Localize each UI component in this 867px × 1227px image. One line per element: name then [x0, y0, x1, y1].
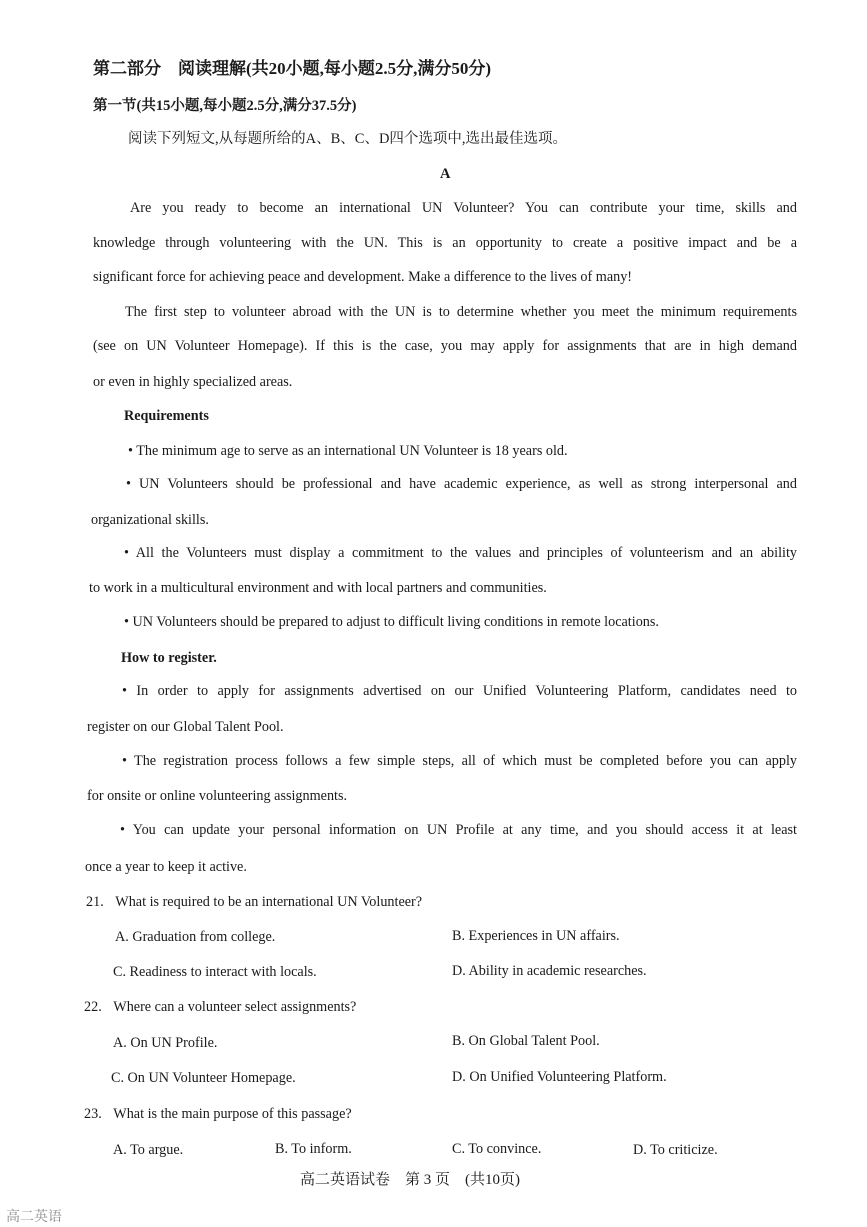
register-item-cont: once a year to keep it active. [85, 859, 247, 875]
page-footer: 高二英语试卷 第 3 页 (共10页) [300, 1172, 520, 1188]
intro-line-1: Are you ready to become an international UN Volunteer? You can contribute your time, skills and [130, 200, 797, 216]
requirements-title: Requirements [124, 408, 209, 424]
register-item: • The registration process follows a few simple steps, all of which must be completed before you can apply [122, 753, 797, 769]
option-a[interactable]: A. Graduation from college. [115, 929, 276, 945]
requirement-item: • The minimum age to serve as an international UN Volunteer is 18 years old. [128, 443, 568, 459]
question-number: 23. [84, 1106, 102, 1122]
register-item-cont: for onsite or online volunteering assignments. [87, 788, 348, 804]
question-text: Where can a volunteer select assignments? [113, 999, 357, 1015]
option-b[interactable]: B. Experiences in UN affairs. [452, 928, 620, 944]
intro-line-3: significant force for achieving peace and development. Make a difference to the lives of many! [93, 269, 633, 285]
option-a[interactable]: A. To argue. [113, 1142, 184, 1158]
option-d[interactable]: D. To criticize. [633, 1142, 718, 1158]
option-c[interactable]: C. To convince. [452, 1141, 542, 1157]
register-item: • You can update your personal information on UN Profile at any time, and you should access it at least [120, 822, 797, 838]
requirement-item: • UN Volunteers should be professional and have academic experience, as well as strong interpersonal and [126, 476, 797, 492]
option-b[interactable]: B. To inform. [275, 1141, 352, 1157]
watermark: 高二英语 [6, 1209, 62, 1225]
step-line-2: (see on UN Volunteer Homepage). If this is the case, you may apply for assignments that are in high demand [93, 338, 797, 354]
option-d[interactable]: D. Ability in academic researches. [452, 963, 647, 979]
step-line-3: or even in highly specialized areas. [93, 374, 293, 390]
question-text: What is required to be an international UN Volunteer? [115, 894, 423, 910]
question-text: What is the main purpose of this passage? [113, 1106, 352, 1122]
intro-line-2: knowledge through volunteering with the UN. This is an opportunity to create a positive impact and be a [93, 235, 797, 251]
requirement-item-cont: organizational skills. [91, 512, 209, 528]
part-heading: 第二部分 阅读理解(共20小题,每小题2.5分,满分50分) [93, 59, 492, 78]
question-23 [84, 1105, 352, 1123]
option-c[interactable]: C. Readiness to interact with locals. [113, 964, 317, 980]
section-heading: 第一节(共15小题,每小题2.5分,满分37.5分) [93, 98, 357, 114]
option-c[interactable]: C. On UN Volunteer Homepage. [111, 1070, 296, 1086]
requirement-item: • All the Volunteers must display a commitment to the values and principles of volunteerism and an ability [124, 545, 797, 561]
instruction-text: 阅读下列短文,从每题所给的A、B、C、D四个选项中,选出最佳选项。 [128, 131, 568, 147]
register-item: • In order to apply for assignments advertised on our Unified Volunteering Platform, candidates need to [122, 683, 797, 699]
question-number: 21. [86, 894, 104, 910]
option-b[interactable]: B. On Global Talent Pool. [452, 1033, 600, 1049]
register-item-cont: register on our Global Talent Pool. [87, 719, 284, 735]
requirement-item: • UN Volunteers should be prepared to adjust to difficult living conditions in remote locations. [124, 614, 659, 630]
register-title: How to register. [121, 650, 217, 666]
question-number: 22. [84, 999, 102, 1015]
passage-label: A [440, 166, 451, 182]
step-line-1: The first step to volunteer abroad with the UN is to determine whether you meet the minimum requirements [125, 304, 797, 320]
requirement-item-cont: to work in a multicultural environment and with local partners and communities. [89, 580, 547, 596]
question-22 [84, 998, 356, 1016]
option-a[interactable]: A. On UN Profile. [113, 1035, 218, 1051]
question-21 [86, 893, 422, 911]
option-d[interactable]: D. On Unified Volunteering Platform. [452, 1069, 667, 1085]
